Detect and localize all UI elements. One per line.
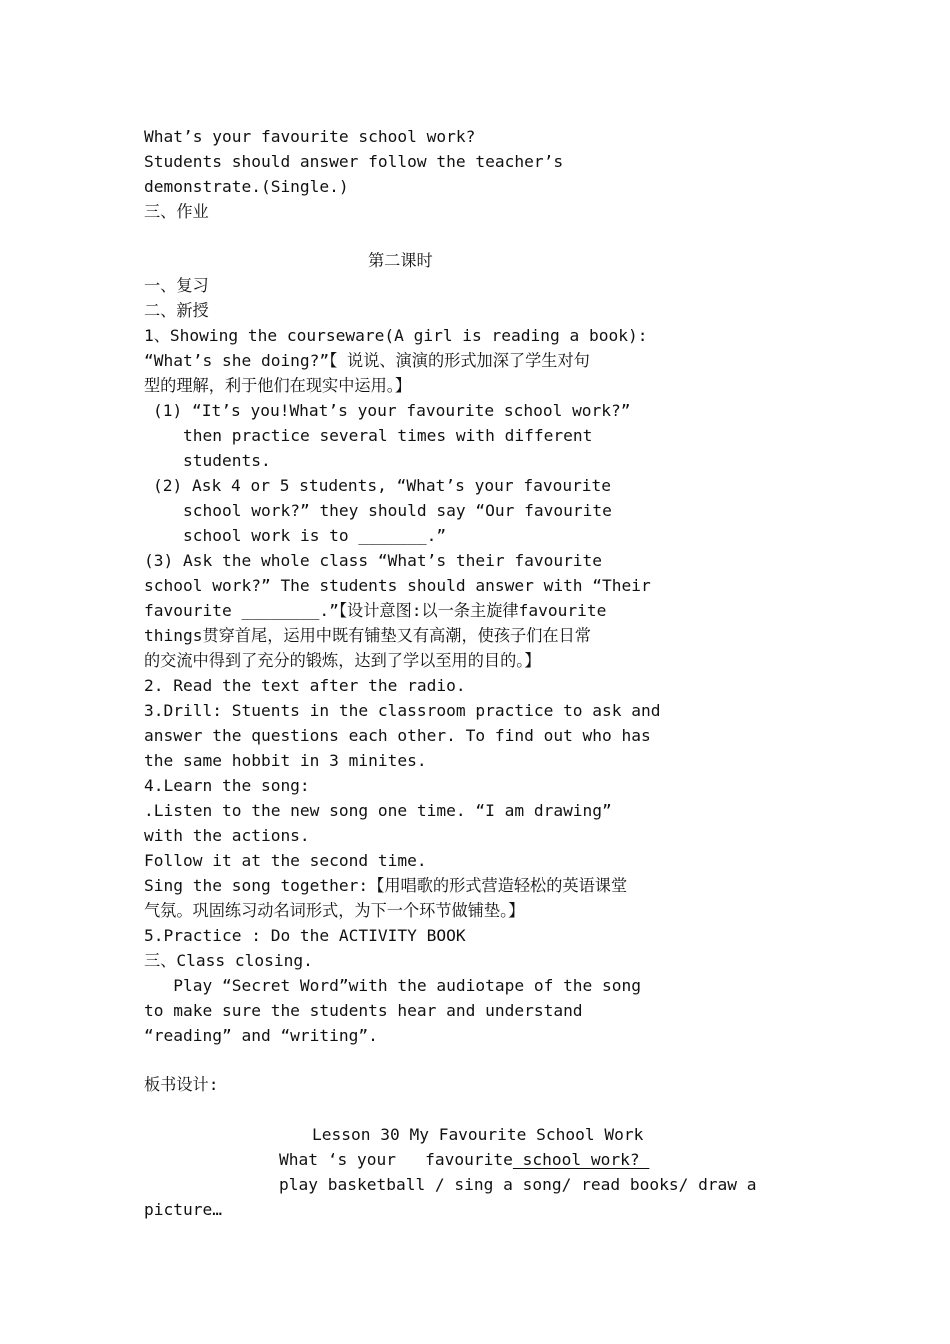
text-line: things贯穿首尾，运用中既有铺垫又有高潮，使孩子们在日常 (144, 626, 591, 645)
text-line: answer the questions each other. To find out who has (144, 726, 651, 745)
text-line: Students should answer follow the teacher’s (144, 152, 564, 171)
text-line: school work?” they should say “Our favourite (183, 501, 612, 520)
text-line: to make sure the students hear and understand (144, 1001, 583, 1020)
text-line: then practice several times with different (183, 426, 593, 445)
section-heading-review: 一、复习 (144, 276, 209, 295)
text-line: Play “Secret Word”with the audiotape of the song (144, 976, 642, 995)
lesson-two-title: 第二课时 (368, 251, 433, 270)
text-line: 4.Learn the song: (144, 776, 310, 795)
text-line: “What’s she doing?”【 说说、演演的形式加深了学生对句 (144, 351, 590, 370)
text-line: demonstrate.(Single.) (144, 177, 349, 196)
board-sentence (279, 1147, 649, 1172)
text-line: with the actions. (144, 826, 310, 845)
text-line: Sing the song together:【用唱歌的形式营造轻松的英语课堂 (144, 876, 628, 895)
board-title: Lesson 30 My Favourite School Work (312, 1125, 644, 1144)
text-line: 2. Read the text after the radio. (144, 676, 466, 695)
text-line: 5.Practice : Do the ACTIVITY BOOK (144, 926, 466, 945)
board-design-heading: 板书设计: (144, 1075, 219, 1094)
board-sentence-stem: What ‘s your favourite (279, 1150, 513, 1169)
text-line: 的交流中得到了充分的锻炼，达到了学以至用的目的。】 (144, 651, 541, 670)
section-heading-new-lesson: 二、新授 (144, 301, 209, 320)
text-line: the same hobbit in 3 minites. (144, 751, 427, 770)
text-line: (1) “It’s you!What’s your favourite school work?” (153, 401, 631, 420)
text-line: What’s your favourite school work? (144, 127, 476, 146)
text-line: school work is to _______.” (183, 526, 447, 545)
board-sentence-underlined: school work? (512, 1150, 650, 1169)
text-line: (2) Ask 4 or 5 students, “What’s your favourite (153, 476, 612, 495)
text-line: school work?” The students should answer with “Their (144, 576, 651, 595)
text-line: 1、Showing the courseware(A girl is reading a book): (144, 326, 648, 345)
text-line: 3.Drill: Stuents in the classroom practice to ask and (144, 701, 661, 720)
section-heading-homework: 三、作业 (144, 202, 209, 221)
text-line: favourite ________.”【设计意图:以一条主旋律favourite (144, 601, 607, 620)
text-line: (3) Ask the whole class “What’s their favourite (144, 551, 603, 570)
section-heading-class-closing: 三、Class closing. (144, 951, 313, 970)
text-line: .Listen to the new song one time. “I am drawing” (144, 801, 612, 820)
text-line: Follow it at the second time. (144, 851, 427, 870)
text-line: 型的理解，利于他们在现实中运用。】 (144, 376, 412, 395)
text-line: 气氛。巩固练习动名词形式，为下一个环节做铺垫。】 (144, 901, 525, 920)
text-line: students. (183, 451, 271, 470)
board-phrases-continued: picture… (144, 1200, 222, 1219)
text-line: “reading” and “writing”. (144, 1026, 378, 1045)
board-phrases: play basketball / sing a song/ read books/ draw a (279, 1175, 757, 1194)
